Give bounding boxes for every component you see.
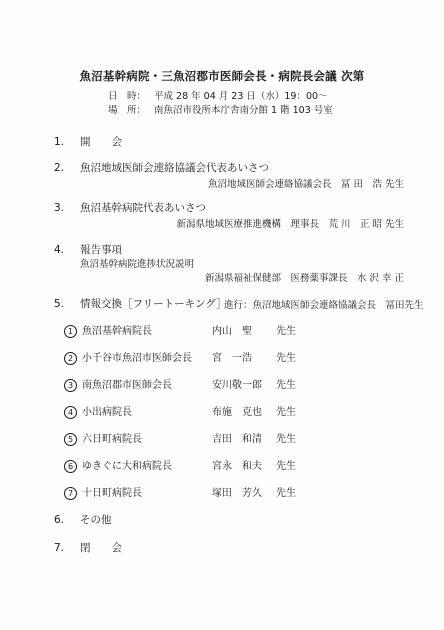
agenda-item-4-subtopic: 魚沼基幹病院進捗状況説明 [80, 259, 195, 270]
attendee-name: 吉田 和清 [212, 434, 262, 445]
agenda-item-text: 情報交換［フリートーキング］ [80, 298, 227, 310]
attendee-role: 六日町病院長 [82, 434, 142, 445]
attendee-row [64, 403, 296, 419]
attendee-name: 宮永 和夫 [212, 461, 262, 472]
attendee-row [64, 457, 296, 473]
agenda-item-3-speaker: 新潟県地域医療推進機構 理事長 荒 川 正 昭 先生 [176, 219, 404, 230]
attendee-name: 塚田 芳久 [212, 488, 262, 499]
attendee-role: 小出病院長 [82, 407, 132, 418]
attendee-name: 内山 聖 [212, 326, 252, 337]
date-label: 日 時： [108, 91, 147, 102]
attendee-row [64, 322, 296, 338]
attendee-name: 布施 克也 [212, 407, 262, 418]
agenda-item-5 [54, 296, 227, 311]
place-label: 場 所： [108, 105, 147, 116]
circled-number: 2 [64, 352, 77, 365]
agenda-item-number: 7. [54, 542, 65, 554]
agenda-item-text: その他 [80, 514, 112, 526]
circled-number: 6 [64, 460, 77, 473]
attendee-name: 安川敬一郎 [212, 380, 262, 391]
agenda-item-number: 3. [54, 202, 65, 214]
agenda-item-number: 5. [54, 298, 65, 310]
attendee-role: 魚沼基幹病院長 [82, 326, 152, 337]
agenda-item-number: 2. [54, 162, 65, 174]
attendee-name: 宮 一浩 [212, 353, 252, 364]
attendee-role: ゆきぐに大和病院長 [82, 461, 172, 472]
agenda-item-number: 4. [54, 244, 65, 256]
attendee-row [64, 376, 296, 392]
agenda-item-text: 報告事項 [80, 244, 122, 256]
agenda-item-4 [54, 242, 122, 257]
attendee-suffix: 先生 [276, 326, 296, 337]
attendee-role: 南魚沼郡市医師会長 [82, 380, 172, 391]
agenda-item-text: 開 会 [80, 136, 122, 148]
circled-number: 5 [64, 433, 77, 446]
circled-number: 1 [64, 325, 77, 338]
agenda-item-3 [54, 200, 206, 215]
document-title: 魚沼基幹病院・三魚沼郡市医師会長・病院長会議 次第 [79, 69, 365, 83]
attendee-suffix: 先生 [276, 353, 296, 364]
agenda-item-text: 魚沼地域医師会連絡協議会代表あいさつ [80, 162, 269, 174]
agenda-item-7 [54, 540, 122, 555]
agenda-item-1 [54, 134, 122, 149]
attendee-role: 十日町病院長 [82, 488, 142, 499]
agenda-item-number: 6. [54, 514, 65, 526]
agenda-item-number: 1. [54, 136, 65, 148]
meeting-place [108, 102, 333, 116]
circled-number: 7 [64, 487, 77, 500]
agenda-item-2-speaker: 魚沼地域医師会連絡協議会長 冨 田 浩 先生 [207, 179, 404, 190]
attendee-row [64, 484, 296, 500]
attendee-row [64, 349, 296, 365]
attendee-suffix: 先生 [276, 380, 296, 391]
agenda-item-2 [54, 160, 269, 175]
attendee-suffix: 先生 [276, 407, 296, 418]
date-value: 平成 28 年 04 月 23 日（水）19：00～ [154, 91, 328, 102]
attendee-row [64, 430, 296, 446]
attendee-suffix: 先生 [276, 434, 296, 445]
attendee-suffix: 先生 [276, 461, 296, 472]
agenda-item-text: 魚沼基幹病院代表あいさつ [80, 202, 206, 214]
meeting-date [108, 88, 328, 102]
place-value: 南魚沼市役所本庁舎南分館 1 階 103 号室 [154, 105, 333, 116]
agenda-item-5-host: 進行：魚沼地域医師会連絡協議会長 冨田先生 [224, 300, 424, 311]
circled-number: 3 [64, 379, 77, 392]
attendee-suffix: 先生 [276, 488, 296, 499]
agenda-item-6 [54, 512, 112, 527]
agenda-item-text: 閉 会 [80, 542, 122, 554]
agenda-item-4-speaker: 新潟県福祉保健部 医務薬事課長 水 沢 幸 正 [204, 273, 404, 284]
circled-number: 4 [64, 406, 77, 419]
attendee-role: 小千谷市魚沼市医師会長 [82, 353, 192, 364]
